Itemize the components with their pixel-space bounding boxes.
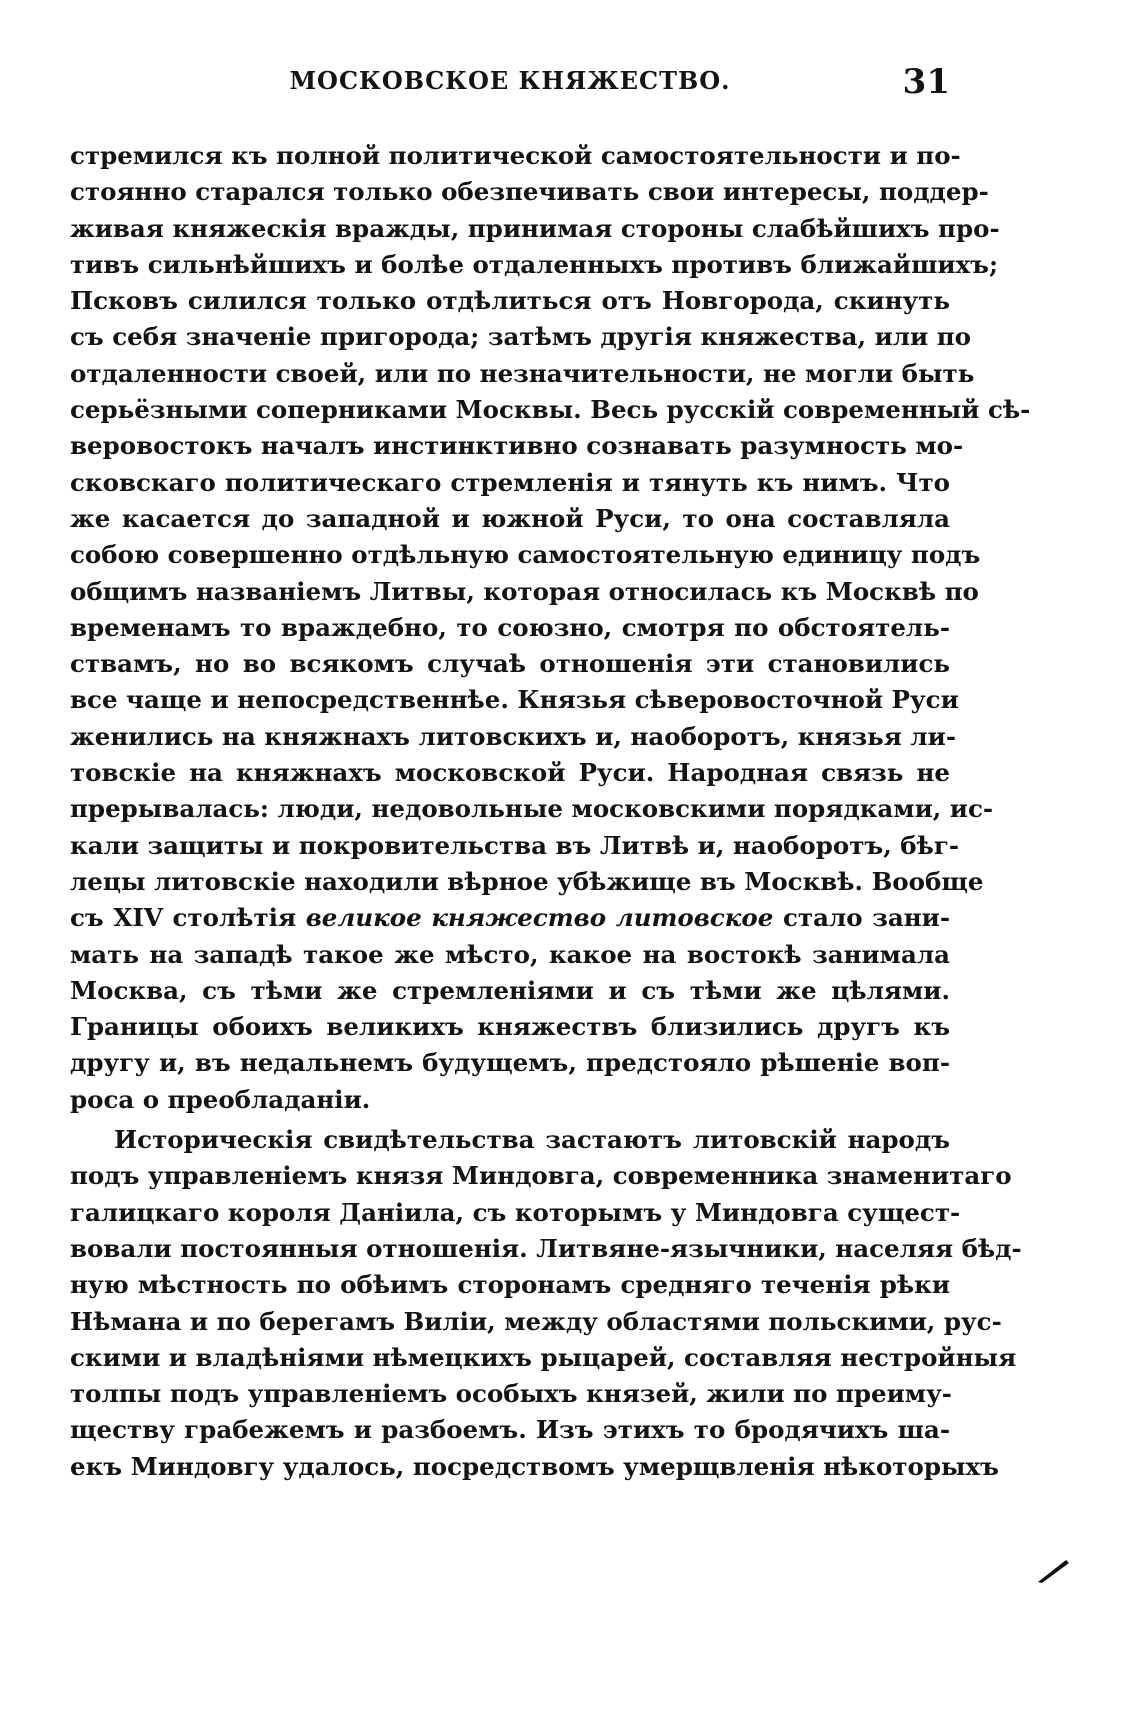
text-line: Нѣмана и по берегамъ Виліи, между областями польскими, рус-: [70, 1306, 1002, 1336]
text-line: товскіе на княжнахъ московской Руси. Народная связь не: [70, 758, 950, 788]
text-line: женились на княжнахъ литовскихъ и, наоборотъ, князья ли-: [70, 721, 956, 751]
italic-phrase: великое княжество литовское: [305, 903, 774, 933]
text-line: прерывалась: люди, недовольные московскими порядками, ис-: [70, 794, 994, 824]
body-text: [70, 138, 1031, 1485]
text-line: Границы обоихъ великихъ княжествъ близились другъ къ: [70, 1012, 950, 1042]
ink-stroke-mark: [1036, 1556, 1070, 1584]
text-line: толпы подъ управленіемъ особыхъ князей, жили по преиму-: [70, 1379, 952, 1409]
text-line: ную мѣстность по обѣимъ сторонамъ средняго теченія рѣки: [70, 1270, 950, 1300]
text-segment: стало зани-: [782, 903, 951, 933]
text-line: отдаленности своей, или по незначительности, не могли быть: [70, 358, 975, 388]
text-line: лецы литовскіе находили вѣрное убѣжище въ Москвѣ. Вообще: [70, 866, 984, 896]
text-segment: съ XIV столѣтія: [70, 903, 297, 933]
text-line: сковскаго политическаго стремленія и тянуть къ нимъ. Что: [70, 467, 950, 497]
text-line: временамъ то враждебно, то союзно, смотря по обстоятель-: [70, 612, 950, 642]
text-line: скими и владѣніями нѣмецкихъ рыцарей, составляя нестройныя: [70, 1342, 1017, 1372]
text-line: ствамъ, но во всякомъ случаѣ отношенія эти становились: [70, 649, 950, 679]
text-line: екъ Миндовгу удалось, посредствомъ умерщвленія нѣкоторыхъ: [70, 1451, 999, 1481]
text-line: веровостокъ началъ инстинктивно сознавать разумность мо-: [70, 431, 964, 461]
text-line: Псковъ силился только отдѣлиться отъ Новгорода, скинуть: [70, 286, 950, 316]
text-line: все чаще и непосредственнѣе. Князья сѣверовосточной Руси: [70, 685, 959, 715]
text-line: вовали постоянныя отношенія. Литвяне-язычники, населяя бѣд-: [70, 1233, 1022, 1263]
text-line: серьёзными соперниками Москвы. Весь русскій современный сѣ-: [70, 395, 1031, 425]
text-line: галицкаго короля Даніила, съ которымъ у Миндовга сущест-: [70, 1197, 961, 1227]
text-line: общимъ названіемъ Литвы, которая относилась къ Москвѣ по: [70, 576, 979, 606]
paragraph-first-line: Историческія свидѣтельства застаютъ литовскій народъ: [114, 1125, 950, 1155]
text-line: кали защиты и покровительства въ Литвѣ и, наоборотъ, бѣг-: [70, 830, 959, 860]
page-header: [70, 62, 950, 102]
text-line: съ себя значеніе пригорода; затѣмъ другія княжества, или по: [70, 322, 972, 352]
text-line: роса о преобладаніи.: [70, 1084, 371, 1114]
text-line: собою совершенно отдѣльную самостоятельную единицу подъ: [70, 540, 981, 570]
running-head: МОСКОВСКОЕ КНЯЖЕСТВО.: [289, 66, 731, 95]
text-line: стоянно старался только обезпечивать свои интересы, поддер-: [70, 177, 989, 207]
text-line: живая княжескія вражды, принимая стороны слабѣйшихъ про-: [70, 213, 1000, 243]
text-line: ществу грабежемъ и разбоемъ. Изъ этихъ то бродячихъ ша-: [70, 1415, 950, 1445]
text-line: подъ управленіемъ князя Миндовга, современника знаменитаго: [70, 1161, 1012, 1191]
text-line: же касается до западной и южной Руси, то она составляла: [70, 503, 950, 533]
text-line-mixed: [70, 900, 950, 936]
text-line: тивъ сильнѣйшихъ и болѣе отдаленныхъ противъ ближайшихъ;: [70, 249, 999, 279]
text-line: другу и, въ недальнемъ будущемъ, предстояло рѣшеніе воп-: [70, 1048, 950, 1078]
text-line: Москва, съ тѣми же стремленіями и съ тѣми же цѣлями.: [70, 975, 950, 1005]
page-number: 31: [902, 62, 950, 102]
text-line: мать на западѣ такое же мѣсто, какое на востокѣ занимала: [70, 939, 950, 969]
text-line: стремился къ полной политической самостоятельности и по-: [70, 141, 961, 170]
